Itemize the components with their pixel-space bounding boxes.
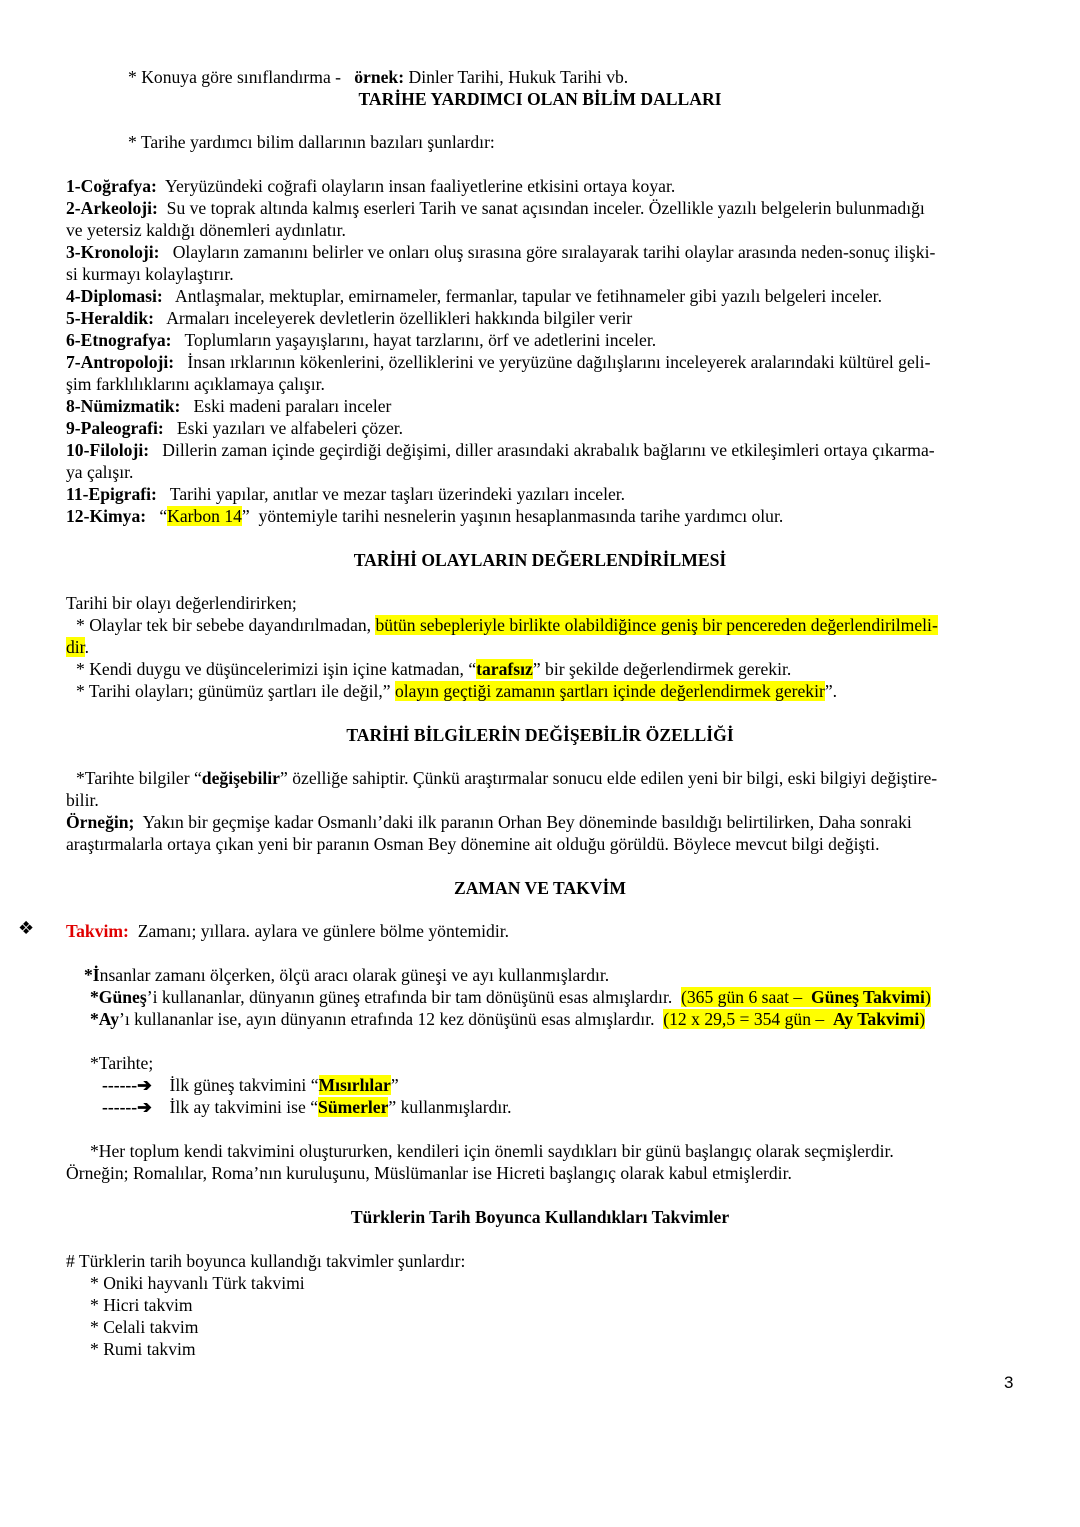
list-item: 12-Kimya: “Karbon 14” yöntemiyle tarihi nesnelerin yaşının hesaplanmasında tarihe yardımcı olur. xyxy=(66,506,784,526)
list-item-cont: şim farklılıklarını açıklamaya çalışır. xyxy=(66,374,325,394)
turkler-intro: # Türklerin tarih boyunca kullandığı takvimler şunlardır: xyxy=(66,1251,466,1271)
page-number: 3 xyxy=(1004,1373,1014,1392)
highlight: tarafsız xyxy=(476,659,533,679)
takvim-line-2: *Güneş’i kullananlar, dünyanın güneş etrafında bir tam dönüşünü esas almışlardır. (365 gün 6 saat – Güneş Takvimi) xyxy=(90,987,931,1007)
highlight: Karbon 14 xyxy=(167,506,242,526)
yardimci-intro: * Tarihe yardımcı bilim dallarının bazıları şunlardır: xyxy=(128,132,495,152)
list-item: 7-Antropoloji: İnsan ırklarının kökenlerini, özelliklerini ve yeryüzüne dağılışlarını inceleyerek aralarındaki kültürel geli- xyxy=(66,352,931,372)
list-item: 1-Coğrafya: Yeryüzündeki coğrafi olayların insan faaliyetlerine etkisini ortaya koyar. xyxy=(66,176,676,196)
heading-yardimci: TARİHE YARDIMCI OLAN BİLİM DALLARI xyxy=(358,89,722,109)
list-item: 11-Epigrafi: Tarihi yapılar, anıtlar ve mezar taşları üzerindeki yazıları inceler. xyxy=(66,484,626,504)
highlight: (365 gün 6 saat – Güneş Takvimi) xyxy=(681,987,931,1007)
list-item: 3-Kronoloji: Olayların zamanını belirler ve onları oluş sırasına göre sıralayarak tarihi olaylar arasında neden-sonuç ilişki- xyxy=(66,242,936,262)
olaylar-p1-cont: dir. xyxy=(66,637,89,657)
arrow-line-2: ------➔ İlk ay takvimini ise “Sümerler” kullanmışlardır. xyxy=(102,1097,512,1117)
highlight: (12 x 29,5 = 354 gün – Ay Takvimi) xyxy=(663,1009,926,1029)
degisebilir-p2: Örneğin; Yakın bir geçmişe kadar Osmanlı’daki ilk paranın Orhan Bey döneminde basıldığı belirtilirken, Daha sonraki xyxy=(66,812,912,832)
list-item-cont: si kurmayı kolaylaştırır. xyxy=(66,264,234,284)
list-item: 2-Arkeoloji: Su ve toprak altında kalmış eserleri Tarih ve sanat açısından inceler. Özellikle yazılı belgelerin bulunmadığı xyxy=(66,198,925,218)
diamond-bullet-icon: ❖ xyxy=(18,918,35,939)
list-item: * Celali takvim xyxy=(90,1317,199,1337)
list-item-cont: ve yetersiz kaldığı dönemleri aydınlatır. xyxy=(66,220,346,240)
degisebilir-p2-cont: araştırmalarla ortaya çıkan yeni bir paranın Osman Bey dönemine ait olduğu görüldü. Böylece mevcut bilgi değişti. xyxy=(66,834,880,854)
list-item: * Rumi takvim xyxy=(90,1339,196,1359)
list-item: 8-Nümizmatik: Eski madeni paraları inceler xyxy=(66,396,392,416)
takvim-ornek: Örneğin; Romalılar, Roma’nın kuruluşunu, Müslümanlar ise Hicreti başlangıç olarak kabul etmişlerdir. xyxy=(66,1163,792,1183)
list-item: 6-Etnografya: Toplumların yaşayışlarını, hayat tarzlarını, örf ve adetlerini inceler. xyxy=(66,330,657,350)
highlight: olayın geçtiği zamanın şartları içinde değerlendirmek gerekir xyxy=(394,681,825,701)
list-item-cont: ya çalışır. xyxy=(66,462,134,482)
list-item: * Hicri takvim xyxy=(90,1295,193,1315)
takvim-her-toplum: *Her toplum kendi takvimini oluştururken, kendileri için önemli saydıkları bir günü başlangıç olarak seçmişlerdir. xyxy=(90,1141,894,1161)
list-item: 10-Filoloji: Dillerin zaman içinde geçirdiği değişimi, diller arasındaki akrabalık bağlarını ve etkileşimleri ortaya çıkarma- xyxy=(66,440,935,460)
list-item: 4-Diplomasi: Antlaşmalar, mektuplar, emirnameler, fermanlar, tapular ve fetihnameler gibi yazılı belgeleri inceler. xyxy=(66,286,882,306)
tarihte-label: *Tarihte; xyxy=(90,1053,154,1073)
olaylar-p1: * Olaylar tek bir sebebe dayandırılmadan, bütün sebepleriyle birlikte olabildiğince geniş bir pencereden değerlendirilmeli- xyxy=(76,615,938,635)
heading-zaman: ZAMAN VE TAKVİM xyxy=(453,878,627,898)
olaylar-p3: * Tarihi olayları; günümüz şartları ile değil,” olayın geçtiği zamanın şartları içinde değerlendirmek gerekir”. xyxy=(76,681,838,701)
degisebilir-p1: *Tarihte bilgiler “değişebilir” özelliğe sahiptir. Çünkü araştırmalar sonucu elde edilen yeni bir bilgi, eski bilgiyi değiştire- xyxy=(76,768,938,788)
arrow-icon: ------➔ xyxy=(102,1075,152,1095)
heading-degisebilir: TARİHİ BİLGİLERİN DEĞİŞEBİLİR ÖZELLİĞİ xyxy=(346,725,734,745)
highlight: Mısırlılar xyxy=(318,1075,391,1095)
olaylar-intro: Tarihi bir olayı değerlendirirken; xyxy=(66,593,297,613)
heading-turkler: Türklerin Tarih Boyunca Kullandıkları Takvimler xyxy=(350,1207,730,1227)
list-item: 9-Paleografi: Eski yazıları ve alfabeleri çözer. xyxy=(66,418,404,438)
intro-line: * Konuya göre sınıflandırma - örnek: Dinler Tarihi, Hukuk Tarihi vb. xyxy=(128,67,629,87)
arrow-icon: ------➔ xyxy=(102,1097,152,1117)
takvim-line-3: *Ay’ı kullananlar ise, ayın dünyanın etrafında 12 kez dönüşünü esas almışlardır. (12 x 29,5 = 354 gün – Ay Takvimi) xyxy=(90,1009,926,1029)
highlight: dir xyxy=(66,637,85,657)
takvim-definition: Takvim: Zamanı; yıllara. aylara ve günlere bölme yöntemidir. xyxy=(66,921,509,941)
highlight: bütün sebepleriyle birlikte olabildiğince geniş bir pencereden değerlendirilmeli- xyxy=(375,615,938,635)
highlight: Sümerler xyxy=(318,1097,389,1117)
arrow-line-1: ------➔ İlk güneş takvimini “Mısırlılar” xyxy=(102,1075,399,1095)
degisebilir-p1-cont: bilir. xyxy=(66,790,99,810)
list-item: * Oniki hayvanlı Türk takvimi xyxy=(90,1273,305,1293)
heading-olaylar: TARİHİ OLAYLARIN DEĞERLENDİRİLMESİ xyxy=(353,550,727,570)
takvim-line-1: *İnsanlar zamanı ölçerken, ölçü aracı olarak güneşi ve ayı kullanmışlardır. xyxy=(84,965,610,985)
olaylar-p2: * Kendi duygu ve düşüncelerimizi işin içine katmadan, “tarafsız” bir şekilde değerlendirmek gerekir. xyxy=(76,659,792,679)
list-item: 5-Heraldik: Armaları inceleyerek devletlerin özellikleri hakkında bilgiler verir xyxy=(66,308,633,328)
